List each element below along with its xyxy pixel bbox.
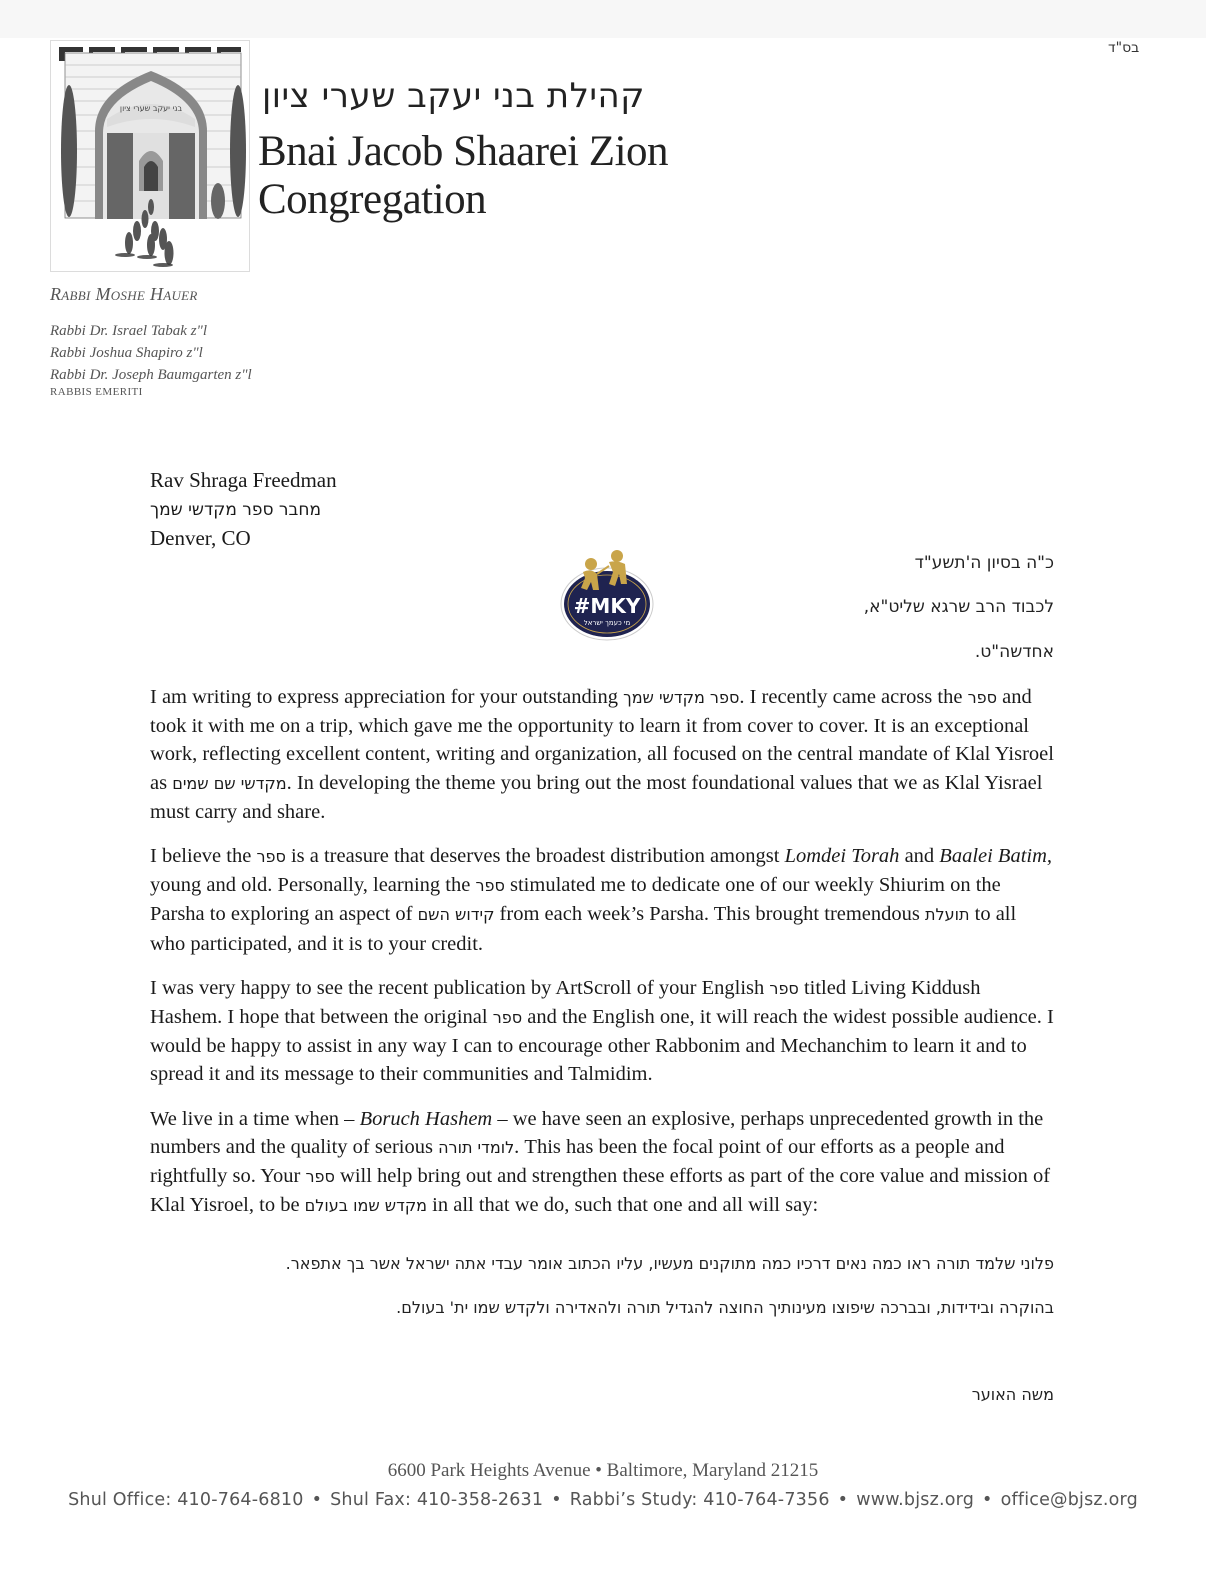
emeritus-name: Rabbi Dr. Joseph Baumgarten z"l — [50, 367, 252, 383]
website-link[interactable]: www.bjsz.org — [856, 1490, 975, 1510]
rabbis-study-phone: Rabbi’s Study: 410-764-7356 — [569, 1490, 830, 1510]
signature: משה האוער — [971, 1385, 1054, 1404]
text-run: and the English one, it will reach the widest possible audience. I would be happy to assist in any way I can to encourage other Rabbonim and Mechanchim to learn it and to spread it and its message to their communities and Talmidim. — [150, 1006, 1054, 1086]
paragraph-4 — [150, 1105, 1056, 1221]
email-link[interactable]: office@bjsz.org — [1000, 1490, 1138, 1510]
hebrew-term: ספר — [256, 847, 286, 867]
text-run: I am writing to express appreciation for your outstanding — [150, 686, 624, 708]
paragraph-1 — [150, 683, 1056, 826]
hebrew-term: תועלת — [925, 905, 970, 925]
text-run: We live in a time when – — [150, 1107, 360, 1130]
text-run: titled Living Kiddush Hashem. I hope that between the original — [150, 976, 981, 1029]
gate-illustration — [51, 41, 249, 271]
org-name-line2: Congregation — [258, 176, 487, 223]
separator-dot: • — [837, 1490, 849, 1510]
addressee-block — [150, 466, 337, 552]
text-run: is a treasure that deserves the broadest distribution amongst — [285, 845, 785, 868]
hebrew-term: מקדש שמו בעולם — [304, 1196, 428, 1216]
addressee-title-hebrew: מחבר ספר מקדשי שמך — [150, 500, 321, 520]
emeritus-name: Rabbi Joshua Shapiro z"l — [50, 345, 203, 361]
paragraph-2 — [150, 842, 1056, 958]
italic-term: Baalei Batim, — [939, 845, 1053, 868]
hebrew-term: קידוש השם — [417, 905, 495, 925]
hebrew-term: ספר — [492, 1008, 523, 1028]
mky-badge — [557, 544, 657, 644]
addressee-location: Denver, CO — [150, 526, 251, 550]
italic-term: Lomdei Torah — [784, 845, 900, 868]
hebrew-term: ספר מקדשי שמך — [623, 688, 740, 707]
shul-office-phone: Shul Office: 410-764-6810 — [68, 1490, 304, 1510]
hebrew-term: ספר — [475, 876, 505, 896]
congregation-logo — [50, 40, 250, 272]
text-run: and — [899, 845, 940, 868]
text-run: . In developing the theme you bring out the most foundational values that we as Klal Yisrael must carry and share. — [150, 771, 1043, 823]
text-run: from each week’s Parsha. This brought tremendous — [494, 903, 926, 926]
hebrew-term: ספר — [769, 978, 799, 998]
text-run: I believe the — [150, 845, 257, 868]
rabbis-emeriti-list — [50, 320, 252, 386]
text-run: young and old. Personally, learning the — [150, 874, 476, 897]
text-run: to all who participated, and it is to your credit. — [150, 903, 1017, 955]
org-name — [258, 128, 668, 224]
separator-dot: • — [551, 1490, 562, 1510]
hebrew-term: ספר — [305, 1167, 335, 1187]
hebrew-quote: פלוני שלמד תורה ראו כמה נאים דרכיו כמה מתוקנים מעשיו, עליו הכתוב אומר עבדי אתה ישראל אשר בך אתפאר. — [285, 1254, 1054, 1273]
hebrew-term: מקדשי שם שמים — [172, 773, 287, 793]
hebrew-greeting: אחדשה"ט. — [974, 642, 1054, 662]
separator-dot: • — [311, 1490, 323, 1510]
hebrew-term: לומדי תורה — [438, 1137, 515, 1157]
bsd-header: בס"ד — [1108, 40, 1140, 56]
rabbis-emeriti-label: RABBIS EMERITI — [50, 386, 143, 398]
page-top-margin — [0, 0, 1206, 38]
footer-contact — [0, 1490, 1206, 1510]
text-run: stimulated me to dedicate one of our weekly Shiurim on the Parsha to exploring an aspect of — [150, 874, 1001, 926]
text-run: will help bring out and strengthen these efforts as part of the core value and mission of Klal Yisroel, to be — [150, 1165, 1051, 1217]
text-run: in all that we do, such that one and all will say: — [427, 1194, 819, 1217]
letter-body — [150, 683, 1056, 1236]
footer-address: 6600 Park Heights Avenue • Baltimore, Maryland 21215 — [387, 1460, 819, 1481]
text-run: – we have seen an explosive, perhaps unprecedented growth in the numbers and the quality of serious — [150, 1107, 1044, 1158]
paragraph-3 — [150, 974, 1056, 1089]
text-run: . This has been the focal point of our efforts as a people and rightfully so. Your — [150, 1135, 1005, 1188]
badge-text: #MKY — [573, 594, 641, 618]
badge-subtext: מי כעמך ישראל — [583, 619, 631, 627]
text-run: I was very happy to see the recent publication by ArtScroll of your English — [150, 976, 770, 999]
hebrew-date: כ"ה בסיון ה'תשע"ד — [914, 553, 1054, 573]
shul-fax: Shul Fax: 410-358-2631 — [330, 1490, 544, 1510]
gate-inscription: בני יעקב שערי ציון — [119, 104, 183, 113]
hebrew-term: ספר — [967, 688, 997, 707]
hebrew-closing: בהוקרה ובידידות, ובברכה שיפוצו מעינותיך החוצה להגדיל תורה ולהאדירה ולקדש שמו ית' בעולם. — [396, 1298, 1054, 1317]
addressee-name: Rav Shraga Freedman — [150, 468, 337, 492]
hebrew-salutation: לכבוד הרב שרגא שליט"א, — [863, 597, 1054, 617]
org-name-hebrew: קהילת בני יעקב שערי ציון — [262, 76, 645, 116]
text-run: . I recently came across the — [739, 686, 968, 708]
org-name-line1: Bnai Jacob Shaarei Zion — [258, 128, 669, 175]
italic-term: Boruch Hashem — [359, 1107, 493, 1130]
text-run: and took it with me on a trip, which gave me the opportunity to learn it from cover to cover. It is an exceptional work, reflecting excellent content, writing and organization, all focused on the central mandate of Klal Yisroel as — [150, 686, 1054, 794]
separator-dot: • — [982, 1490, 993, 1510]
emeritus-name: Rabbi Dr. Israel Tabak z"l — [50, 323, 208, 339]
rabbi-name: Rabbi Moshe Hauer — [50, 284, 198, 304]
